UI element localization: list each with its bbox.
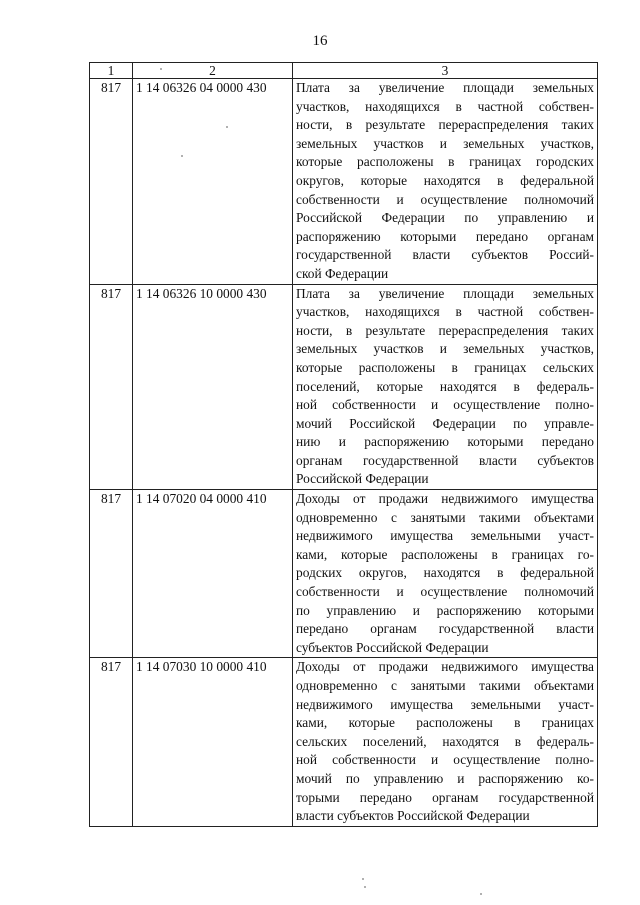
description-line: Доходы от продажи недвижимого имущества [296, 659, 594, 675]
description-line: ками, которые расположены в границах го- [296, 546, 594, 562]
description-line: земельных участков и земельных участков, [296, 135, 594, 151]
description-line: распоряжению которыми передано органам [296, 228, 594, 244]
admin-code-cell: 817 [90, 658, 133, 826]
description-line: одновременно с занятыми такими объектами [296, 678, 594, 693]
description-line: Российской Федерации по управлению и [296, 210, 594, 226]
description-line: Плата за увеличение площади земельных [296, 80, 594, 95]
budget-code-cell: 1 14 06326 10 0000 430 [133, 284, 293, 490]
scan-speck [226, 126, 228, 128]
description-line: ками, которые расположены в границах [296, 715, 594, 731]
description-line: поселений, которые находятся в федераль- [296, 378, 594, 394]
table-row [90, 79, 598, 285]
description-line: власти субъектов Российской Федерации [296, 808, 530, 824]
description-line: недвижимого имущества земельными участ- [296, 696, 594, 712]
description-line: округов, которые находятся в федеральной [296, 172, 594, 188]
admin-code-cell: 817 [90, 284, 133, 490]
description-line: Доходы от продажи недвижимого имущества [296, 491, 594, 507]
scan-speck [160, 68, 162, 70]
description-line: субъектов Российской Федерации [296, 639, 489, 655]
description-line: торыми передано органам государственной [296, 789, 594, 805]
scan-speck [362, 878, 364, 880]
column-header-2: 2 [133, 63, 293, 79]
description-line: ской Федерации [296, 265, 389, 281]
admin-code-cell: 817 [90, 79, 133, 285]
table-header-row [90, 63, 598, 79]
description-line: ности, в результате перераспределения таких [296, 117, 594, 133]
budget-code-cell: 1 14 07020 04 0000 410 [133, 490, 293, 658]
admin-code-cell: 817 [90, 490, 133, 658]
budget-code-cell: 1 14 07030 10 0000 410 [133, 658, 293, 826]
description-line: органам государственной власти субъектов [296, 452, 594, 468]
description-line: участков, находящихся в частной собствен- [296, 304, 594, 320]
description-line: недвижимого имущества земельными участ- [296, 528, 594, 544]
description-cell [293, 490, 598, 658]
page-number: 16 [312, 33, 328, 49]
description-cell [293, 658, 598, 826]
description-line: по управлению и распоряжению которыми [296, 602, 594, 618]
description-cell [293, 284, 598, 490]
table-row [90, 658, 598, 826]
description-line: которые расположены в границах городских [296, 154, 594, 170]
description-line: мочий Российской Федерации по управле- [296, 415, 594, 431]
budget-codes-table [89, 62, 598, 827]
scan-speck [181, 155, 183, 157]
scan-speck [364, 886, 366, 888]
description-line: одновременно с занятыми такими объектами [296, 509, 594, 525]
scan-speck [480, 893, 482, 895]
description-line: государственной власти субъектов Россий- [296, 247, 594, 263]
column-header-3: 3 [293, 63, 598, 79]
description-line: Российской Федерации [296, 471, 429, 487]
description-line: собственности и осуществление полномочий [296, 191, 594, 207]
description-line: ной собственности и осуществление полно- [296, 397, 594, 413]
table-row [90, 490, 598, 658]
description-line: собственности и осуществление полномочий [296, 584, 594, 600]
description-line: земельных участков и земельных участков, [296, 341, 594, 357]
description-cell [293, 79, 598, 285]
budget-code-cell: 1 14 06326 04 0000 430 [133, 79, 293, 285]
description-line: мочий по управлению и распоряжению ко- [296, 770, 594, 786]
description-line: передано органам государственной власти [296, 621, 594, 637]
description-line: родских округов, находятся в федеральной [296, 565, 594, 581]
description-line: участков, находящихся в частной собствен- [296, 98, 594, 114]
description-line: сельских поселений, находятся в федераль- [296, 733, 594, 749]
column-header-1: 1 [90, 63, 133, 79]
description-line: Плата за увеличение площади земельных [296, 285, 594, 301]
table-row [90, 284, 598, 490]
description-line: которые расположены в границах сельских [296, 359, 594, 375]
description-line: ной собственности и осуществление полно- [296, 752, 594, 768]
description-line: нию и распоряжению которыми передано [296, 434, 594, 450]
description-line: ности, в результате перераспределения таких [296, 322, 594, 338]
